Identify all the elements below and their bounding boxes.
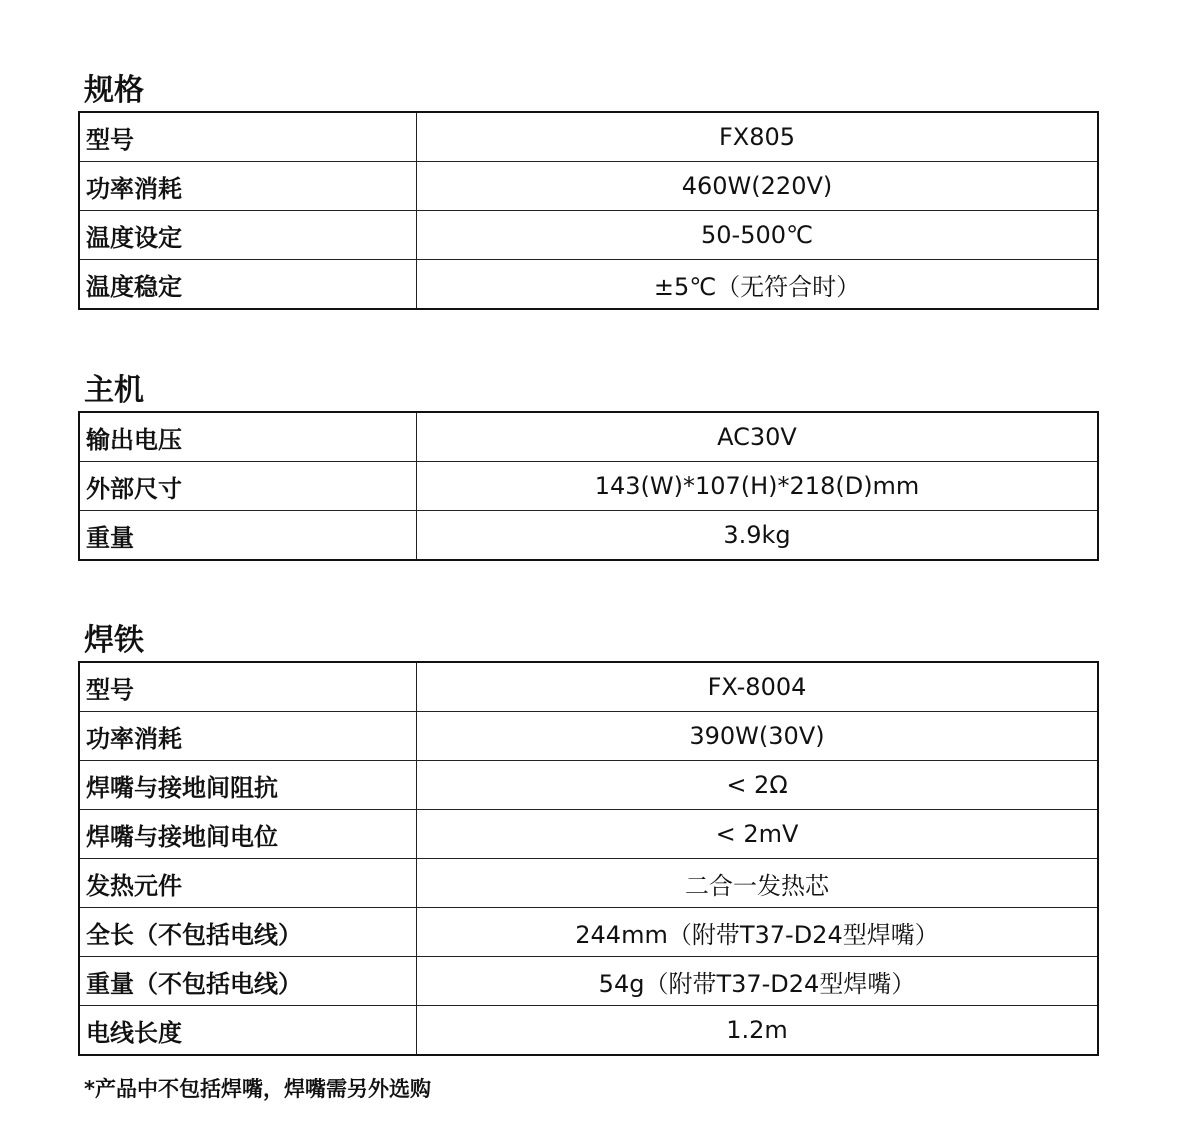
table-row <box>79 662 1098 712</box>
table-row <box>79 260 1098 310</box>
row-value: FX805 <box>417 112 1099 162</box>
row-label: 功率消耗 <box>79 162 417 211</box>
spec-table <box>78 111 1099 310</box>
table-row <box>79 112 1098 162</box>
row-label: 温度稳定 <box>79 260 417 310</box>
table-row <box>79 1006 1098 1056</box>
row-label: 外部尺寸 <box>79 462 417 511</box>
spec-section <box>78 71 1099 310</box>
row-value: FX-8004 <box>417 662 1099 712</box>
row-value: ±5℃（无符合时） <box>417 260 1099 310</box>
row-value: 二合一发热芯 <box>417 859 1099 908</box>
row-value: 1.2m <box>417 1006 1099 1056</box>
row-label: 输出电压 <box>79 412 417 462</box>
table-row <box>79 761 1098 810</box>
host-table <box>78 411 1099 561</box>
row-value: 244mm（附带T37-D24型焊嘴） <box>417 908 1099 957</box>
row-value: 143(W)*107(H)*218(D)mm <box>417 462 1099 511</box>
row-value: 390W(30V) <box>417 712 1099 761</box>
iron-table <box>78 661 1099 1056</box>
table-row <box>79 810 1098 859</box>
row-label: 发热元件 <box>79 859 417 908</box>
row-label: 焊嘴与接地间电位 <box>79 810 417 859</box>
table-row <box>79 511 1098 561</box>
row-label: 重量 <box>79 511 417 561</box>
iron-section <box>78 621 1099 1056</box>
row-value: 50-500℃ <box>417 211 1099 260</box>
row-label: 型号 <box>79 112 417 162</box>
table-row <box>79 908 1098 957</box>
host-section <box>78 371 1099 561</box>
row-value: < 2mV <box>417 810 1099 859</box>
table-row <box>79 712 1098 761</box>
row-label: 温度设定 <box>79 211 417 260</box>
footnote: *产品中不包括焊嘴，焊嘴需另外选购 <box>84 1077 431 1101</box>
section-title: 规格 <box>84 73 144 108</box>
row-label: 全长（不包括电线） <box>79 908 417 957</box>
table-row <box>79 211 1098 260</box>
row-value: AC30V <box>417 412 1099 462</box>
table-row <box>79 162 1098 211</box>
row-label: 焊嘴与接地间阻抗 <box>79 761 417 810</box>
row-value: < 2Ω <box>417 761 1099 810</box>
row-label: 型号 <box>79 662 417 712</box>
table-row <box>79 859 1098 908</box>
section-title: 主机 <box>84 373 144 408</box>
table-row <box>79 957 1098 1006</box>
table-row <box>79 462 1098 511</box>
row-label: 电线长度 <box>79 1006 417 1056</box>
section-title: 焊铁 <box>84 623 144 658</box>
row-value: 3.9kg <box>417 511 1099 561</box>
row-label: 重量（不包括电线） <box>79 957 417 1006</box>
row-value: 54g（附带T37-D24型焊嘴） <box>417 957 1099 1006</box>
row-value: 460W(220V) <box>417 162 1099 211</box>
row-label: 功率消耗 <box>79 712 417 761</box>
table-row <box>79 412 1098 462</box>
